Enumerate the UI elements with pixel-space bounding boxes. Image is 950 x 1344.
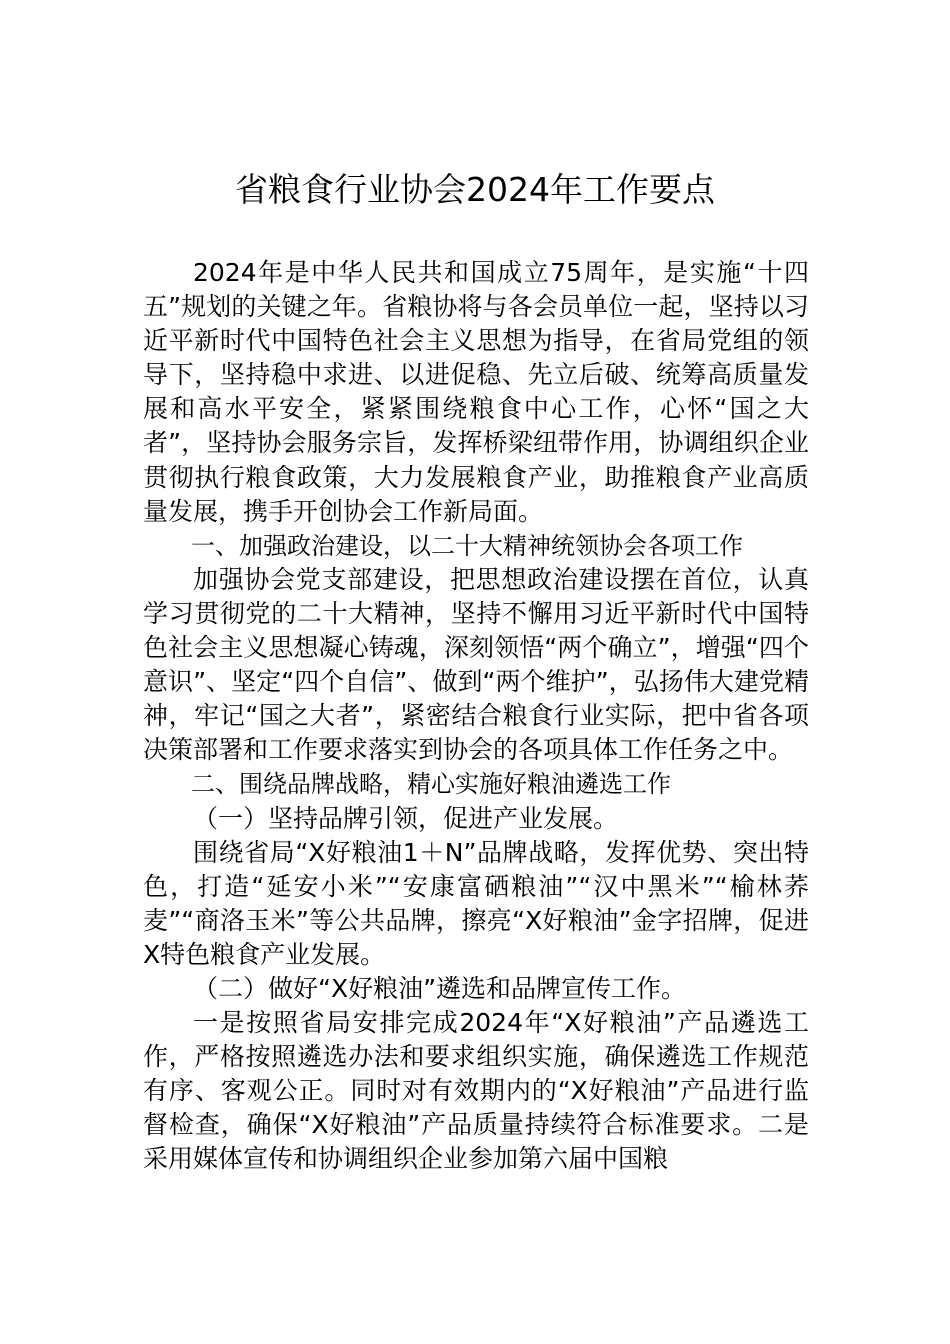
section-heading-1: 一、加强政治建设，以二十大精神统领协会各项工作 [191, 531, 743, 560]
subsection-heading-1: （一）坚持品牌引领，促进产业发展。 [193, 803, 619, 833]
document-title: 省粮食行业协会2024年工作要点 [235, 170, 715, 209]
section-heading-2: 二、围绕品牌战略，精心实施好粮油遴选工作 [191, 770, 671, 799]
intro-paragraph: 2024年是中华人民共和国成立75周年，是实施“十四五”规划的关键之年。省粮协将与各会员单位一起，坚持以习近平新时代中国特色社会主义思想为指导，在省局党组的领导下，坚持稳中求进、以进促稳、先立后破、统筹高质量发展和高水平安全，紧紧围绕粮食中心工作，心怀“国之大者”，坚持协会服务宗旨，发挥桥梁纽带作用，协调组织企业贯彻执行粮食政策，大力发展粮食产业，助推粮食产业高质量发展，携手开创协会工作新局面。 [143, 258, 809, 526]
subsection-2-paragraph: 一是按照省局安排完成2024年“X好粮油”产品遴选工作，严格按照遴选办法和要求组织实施，确保遴选工作规范有序、客观公正。同时对有效期内的“X好粮油”产品进行监督检查，确保“X好粮油”产品质量持续符合标准要求。二是采用媒体宣传和协调组织企业参加第六届中国粮 [143, 1008, 809, 1174]
document-body [143, 256, 809, 1177]
subsection-heading-2: （二）做好“X好粮油”遴选和品牌宣传工作。 [193, 973, 687, 1003]
subsection-1-paragraph: 围绕省局“X好粮油1＋N”品牌战略，发挥优势、突出特色，打造“延安小米”“安康富硒粮油”“汉中黑米”“榆林荞麦”“商洛玉米”等公共品牌，擦亮“X好粮油”金字招牌，促进X特色粮食产业发展。 [143, 837, 809, 969]
section-1-paragraph: 加强协会党支部建设，把思想政治建设摆在首位，认真学习贯彻党的二十大精神，坚持不懈用习近平新时代中国特色社会主义思想凝心铸魂，深刻领悟“两个确立”，增强“四个意识”、坚定“四个自信”、做到“两个维护”，弘扬伟大建党精神，牢记“国之大者”，紧密结合粮食行业实际，把中省各项决策部署和工作要求落实到协会的各项具体工作任务之中。 [143, 564, 809, 765]
